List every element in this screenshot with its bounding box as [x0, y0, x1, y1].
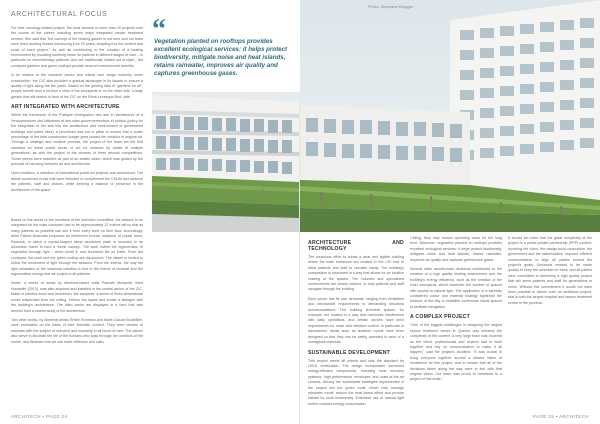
photo-caption: Photo: Stéphane Brugger — [368, 4, 414, 9]
building-photo-right — [300, 0, 600, 232]
paragraph: Several other architectural decisions contributed to the creation of a high quality healing environment and the building's energy efficiency, such as the creation of the inner courtyards, which maximize the number of spaces with access to natural light. The application of a carefully considered colour and material strategy tightened the balance of the day to establish continuous visual spaces to facilitate navigation. — [410, 267, 502, 309]
footer-right: PAGE 25 • ARCHITECH — [532, 414, 589, 419]
right-page — [300, 0, 600, 424]
paragraph: In its relation to the research centre and critical care wings currently under construction, the CIC also included a gradual landscape in its facade to ensure a quality of light along the the yards. Based on the guiding idea of "gardens for all", people benefit from a lot from a view of the courtyards or on the other side, a large garden that will stretch in front of the CIC on the René-Lévesque Blvd. side. — [11, 73, 143, 99]
section-heading: SUSTAINABLE DEVELOPMENT — [308, 349, 391, 356]
quote-mark-icon: “ — [152, 14, 166, 45]
paragraph: Two other works, by Montréal artists Émilie Rondeau and Marie-Claude Bouthillier, were purchased on the basis of their thematic content. They were chosen to resonate with the subject of research and humanity in all forms of care. The pieces also serve to illustrate the life of the humans who pass through the corridors of the centre, and illustrate how art can invite reflection and calm. — [11, 317, 143, 344]
pull-quote: Vegetation planted on rooftops provides excellent ecological services: it helps protect biodiversity, mitigate noise and heat islands, retains rainwater, improves air quality and captures greenhouse gases. — [154, 38, 288, 77]
section-heading: ART INTEGRATED WITH ARCHITECTURE — [11, 104, 120, 111]
paragraph: Based on the works of the members of the selection committee, the artwork to be integrated for the main courtyard had to be approximately 12 metres tall so that as many patients as possible can see it from every level on their floor. Accordingly, artist Patrice Beauvais proposed an immersive bronze sculpture of poplar trees, Essence, in which a crystal-shaped blend aluminium plate is mounted to an aluminium frame to form a 'forest canopy'. The work invites the regeneration of vegetation through light – when worth it, and flourished life on Earth. From the courtyard, the work and the green rooftop are discovered. The viewer is invited to follow the movement of light through the seasons. From the interior, the way the light emanates of the seasonal variation is tied to the theme of renewal and the regeneration energy that we project to all patients. — [11, 218, 143, 277]
paragraph: Ceiling, they help reduce operating costs for the long term. Moreover, vegetation planted on rooftops provides excellent ecological services: it helps protect biodiversity, mitigates noise and heat islands, retains rainwater, improves air quality and captures greenhouse gases. — [410, 236, 502, 262]
paragraph: Each sector has its own demands, ranging from ventilation and mechanical requirements to demanding structural accommodations. The building technical spaces, for example, are located in a way that minimizes interference with daily operations, and certain sectors have strict requirements for noise and vibration control, in particular in laboratories. Areas such as isolation rooms have been designed so that they can be safely operated in case of a contagious outbreak. — [308, 296, 404, 345]
paragraph: This project meets all criteria and sets the standard for LEED certification. The design incorporates numerous energy-efficient components, including heat recovery systems, high-performance envelopes and state-of-the-art controls. Among the sustainable strategies implemented in the project are the green roofs, which help manage rainwater runoff, reduce the heat island effect and provide habitat for local biodiversity. Extensive use of natural light further reduces energy consumption. — [308, 358, 404, 406]
paragraph: The conscious effort to create a clear and legible building where the main entrances are located in the CIC had to allow patients and staff to circulate easily. The building's composition is structured in a way that allows for an intuitive reading of the spaces. The volumes and specialized environments are clearly marked, to help patients and staff navigate through the building. — [308, 255, 404, 292]
section-header-left: ARCHITECTURAL FOCUS — [11, 11, 108, 18]
paragraph: For their oncology-related project, the local winners in more than 20 projects over the course of the career, including seven major integrated cancer treatment centres. She said that "the concept of the healing garden is not new, and our team have been working toward introducing it for 20 years, adapting it to the context and scale of each project." As well as contributing to the creation of a healing environment by providing soothing views for patients in different stages of care – in particular for chemotherapy patients, who are traditionally hidden out of sight – the courtyard gardens and green rooftops provide several environmental benefits. — [11, 26, 143, 68]
paragraph: Within the framework of the Politique d'intégration des arts à l'architecture et à l'environnement des bâtiments et des sites gouvernementaux et publics (policy for the integration of the arts into the architecture and environment of government buildings and public sites), a procedure was put in place to ensure that a public percentage of the total construction budget goes toward the creation of original art. Through a strategic and creative process, the project of the team set the first standard for these public works of art, for instance by artists of multiple generations, as with the project of the winners of three artwork competitions. These pieces were selected as part of an artistic vision, which was guided by the principle of harmony between art and architecture. — [11, 113, 143, 166]
paragraph: Inside, a series of works by Montréal-based artist Pascale Montpetit, titled Humanité (2013), was also acquired and installed in the central atrium of the CIC. Made of painted wood and aluminium, the sculpture, a series of three-dimensional works suspended from the ceiling, enliven the space and create a dialogue with the building's architecture. The titled works are displayed in a form that was derived from a careful study of the architecture. — [11, 281, 143, 313]
right-column-1 — [308, 236, 404, 416]
paragraph: Upon invitation, a selection of international public art projects was announced. The artists conceived works that were intended to complement the CHUM and address the patients, staff and visitors, while seeking a balance of presence in the architecture of the space. — [11, 171, 143, 192]
section-heading: ARCHITECTURE AND TECHNOLOGY — [308, 240, 404, 252]
footer-left: ARCHITECH • PAGE 24 — [11, 414, 68, 419]
paragraph: It should be noted that the great complexity of the project in a public-private partnership (PPP) context, involving the client, the design-build consortium, the government and the stakeholders, required efficient communication to align all parties toward the project's goals. Decisions needed to be made quickly to keep the schedule on track, and all parties were committed to delivering a high quality project that will serve patients and staff for generations to come. Without this commitment it would not have been possible to deliver such an ambitious project, that is both the largest hospital and cancer treatment centre in the province. — [508, 236, 592, 305]
right-column-3 — [508, 236, 592, 336]
section-heading: A COMPLEX PROJECT — [410, 314, 470, 321]
left-column-1-continued — [11, 218, 143, 413]
right-column-2 — [410, 236, 502, 416]
paragraph: "One of the biggest challenges in designing the largest cancer treatment centre in Quebec was certainly the complexity of the context. A very large team was involved as the client, professionals and experts had to work together and rely on communication to make it all happen," said the project's architect. "It was crucial to bring everyone together around a shared vision of excellence for this project, and to ensure that all of the decisions taken along the way were in line with that original vision. Our team was proud to contribute to a project of this scale." — [410, 323, 502, 382]
